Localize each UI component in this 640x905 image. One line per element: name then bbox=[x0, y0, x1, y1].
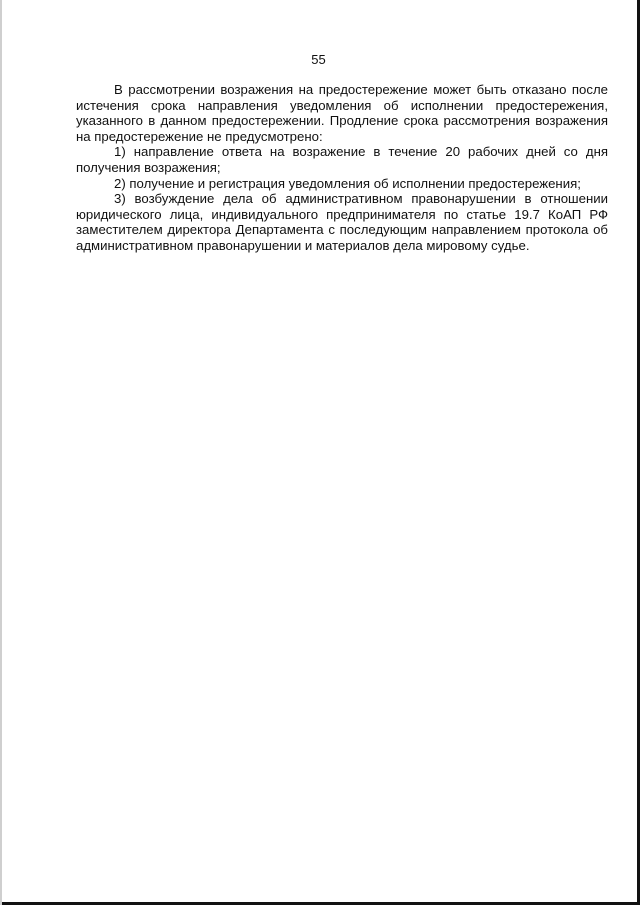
intro-paragraph: В рассмотрении возражения на предостережение может быть отказано после истечения срока направления уведомления об исполнении предостережения, указанного в данном предостережении. Продление срока рассмотрения возражения на предостережение не предусмотрено: bbox=[76, 82, 608, 144]
scan-edge bbox=[0, 0, 2, 905]
list-item-3: 3) возбуждение дела об административном правонарушении в отношении юридического лица, индивидуального предпринимателя по статье 19.7 КоАП РФ заместителем директора Департамента с последующим направлением протокола об административном правонарушении и материалов дела мировому судье. bbox=[76, 191, 608, 253]
page-number: 55 bbox=[311, 52, 326, 67]
list-item-1: 1) направление ответа на возражение в течение 20 рабочих дней со дня получения возражения; bbox=[76, 144, 608, 175]
document-body bbox=[76, 82, 608, 254]
list-item-2: 2) получение и регистрация уведомления об исполнении предостережения; bbox=[114, 175, 581, 191]
